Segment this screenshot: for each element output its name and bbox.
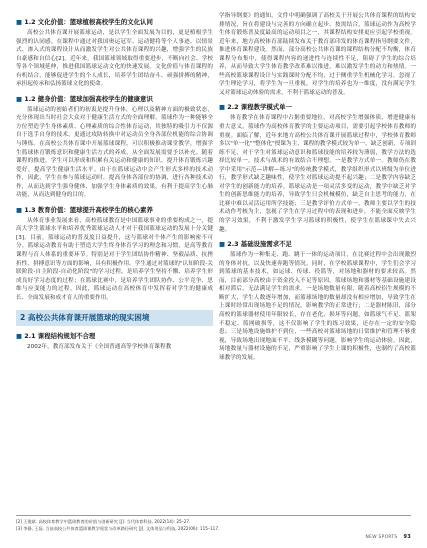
paragraph-2-2: 体育教学在体育课程中占据重要地位，对高校学生增强体质、增进健康有重大意义。篮球作为高校体育教学的主要运动项目，需要引起学校体育教师的重视。面临了解，近年来地方高校公共体育课开展篮球过程中，学校体育教师多以"单一化""整体化"授课为主，课程的教学模式较为单一，缺乏创新，专项训练不足，对于学生对篮球运动意识和篮球技能的培养较为薄弱，教学方法的选择比较单一，技术与战术的有效结合不理想。一是教学方式单一。教师仍在教学中采用"示范—讲解—练习"的传统教学模式，教学组织形式以班级为单位进行，教学形式缺乏趣味性，使学生对篮球运动提不起兴趣；二是教学内容缺乏对学生的创新能力的培养。篮球运动是一项灵活多变的运动，教学中缺乏对学生的创新思维能力的培养，导致学生只会机械模仿，缺乏自主思考的能力，在比赛中难以灵活运用所学技能；三是教学评价方式单一，教师主要以学生的技术动作考核为主，忽视了学生在学习过程中的表现和进步，不能全面反映学生的学习效果，不利于激发学生学习篮球的积极性，使学生在篮球课中失去兴趣。 <box>219 115 416 233</box>
paragraph-1-4: 从体育事业发展来看，高校篮球教育是中国篮球事业的重要构成之一，提高大学生篮球水平和培养优秀篮球运动人才对于我国篮球运动的发展十分关键[3]。目前，篮球运动的普及度日益提升，这与篮球对个体产生的影响密不可分。篮球运动教育有助于塑造大学生终身体育学习的理念和习惯，是高等教育课程与育人体系的重要环节。特别是对于学生团结协作精神、坚毅品质、抗挫折性、拼搏意识等方面的影响，具有积极作用。学生通过对篮球的"认知阶段-关联阶段-自主阶段-自动化阶段"的学习过程，是培养学生坚持不懈、培养学生形成良好学习态度的过程；在篮球比赛中，是培养学生团队协作、公平竞争、思维与应变能力的过程。因此，篮球运动在高校体育中发挥着对学生的健康成长、全面发展和成才育人的重要作用。 <box>16 217 213 301</box>
heading-1-3: ■ 1.2 健身价值：篮球加强高校学生的健康意识 <box>16 94 153 103</box>
footnotes <box>16 515 411 532</box>
heading-2-2: ■ 2.2 课程教学模式单一 <box>219 103 292 112</box>
paragraph-2-1: 2002年，教育部发布关于《全国普通高等学校体育课程教 <box>27 344 172 351</box>
paragraph-1-2: 高校公共体育课开展篮球运动，是以学生全面发展为目的，更是植根学生强烈的认同感。在课程中通过对我国奥运冠军、运动健将等个人事迹，以情景式、渗入式的课程设计从而激发学生对公共体育课程的兴趣，增强学生的民族自豪感和自信心[2]。近年来，我国篮球领域取得重要进步，不断向社会、学校等各个领域延伸，推进我国篮球运动文化的快速发展。文化价值与体育课程的有机结合，能够促进学生的个人成长，培养学生团结奋斗、顽强拼搏的精神，承担起传承和弘扬篮球文化的使命。 <box>16 30 213 88</box>
footnote-2: [2] 王俊斌. 高校体育教学中篮球教育的价值与创新研究 [J]. 当代体育科技, 2022(14): 25–27. <box>16 519 191 524</box>
paragraph-2-3: 篮球作为一种集走、跑、跳于一体的运动项目，在比赛过程中会出现激烈的身体对抗，以及快速奔跑等情况。同时，在学校篮球课程中，学生们会学习到篮球的基本技术，如运球、传球、投篮等，对场地和器材的要求较高。然而，目前部分高校由于资金投入不足等原因，篮球场地和器材等基础设施建设相对滞后，无法满足学生的需求。一是场地数量有限，随着高校招生规模的不断扩大，学生人数逐年增加，而篮球场地的数量却没有相应增加，导致学生在上课时经常出现场地不足的情况，影响教学的正常进行；二是器材陈旧，部分高校的篮球器材使用年限较长，存在老化、损坏等问题，如篮球气不足、篮架不稳定、篮网破损等，这不仅影响了学生的练习效果，还存在一定的安全隐患；三是场地设施维护不到位，一些高校对篮球场地的日常维护和管理不够重视，导致场地出现地面不平、线条模糊等问题，影响学生的运动体验。因此，场地数量与器材设施的不足，严重影响了学生上课的积极性，也制约了高校篮球教学的发展。 <box>219 252 416 361</box>
heading-1-2: ■ 1.2 文化价值：篮球植根高校学生的文化认同 <box>16 18 153 26</box>
left-column <box>16 12 213 352</box>
page-number: 93 <box>403 534 411 540</box>
paragraph-1-3: 篮球运动的创始者们的初衷是提升身体，心理以及精神方面的极致状态，充分体现出当时社会大众对于健康生活方式的全面理解。篮球作为一种能够全方位塑造学生身体素质、心理素质的综合性体育运动，其独特的吸引力不仅源自于选手自身的技术，更通过攻防转换中对运动员全身各部位机能的综合协调与锤炼。在高校公共体育课中开展篮球课程，可以积极推动课堂教学，增强学生篮球体育锻炼意识和健康生活方式的养成，从全面发展需要予以补充。随着课程的推进，学生可以形成和积累有关运动和健康的知识，提升体育锻炼兴趣爱好，提高学生健康生活水平。由于在篮球运动中会产生形式多样的技术动作，因此，学生在参与篮球运动时，提高身体各部位的协调，进行各种技术动作，从而达到学生强身健体、加强学生身体素质的效果，有利于提高学生心肺功能，从而达到健身的目的。 <box>16 106 213 199</box>
right-column <box>219 12 416 362</box>
section-2-heading: 2 高校公共体育课开展篮球的现实困境 <box>16 310 213 326</box>
paragraph-2-1-continued: 学指导纲要》的通知，文件中明确强调了高校关于开展公共体育课程的结构安排情况，旨在将建设与完善的方向确立起步、按需结合，篮球运动作为高校学生体育锻炼普及度最高的运动项目之一，其课程结构安排更应引起学校重视。近年来，地方高校体育部陆续发布关于教育部印发的体育课程指导纲要文件，推进体育课程建设。然而，部分高校公共体育课的课程结构分配不均衡，体育课程分布集中，使得课程内容的递进性与连续性不足，阻碍了学生的综合培养，从而导致大学生体育教学改革难以推进，难以激发学生的动力和热情。一些高校篮球课程设计与实践课时分配不均，过于侧重学生机械化学习，忽视了学生理论学习，将学生为一旦重视，对学生的培养也为一维度，没有满足学生又对篮球运动体验的需求，不利于篮球运动的普及。 <box>219 13 416 96</box>
magazine-name: NEW SPORTS <box>365 535 398 540</box>
page-footer <box>366 534 411 540</box>
heading-2-3: ■ 2.3 基础设施需求不足 <box>219 240 292 249</box>
heading-2-1: ■ 2.1 课程结构规划不合理 <box>16 332 96 341</box>
footnote-3: [3] 李静, 王磊. 当前高校公共体育篮球课教学现状与改革路径研究 [J]. 文体用品与科技, 2022(06): 115–117. <box>16 525 220 531</box>
heading-1-4: ■ 1.3 教育价值：篮球提升高校学生的核心素养 <box>16 205 153 214</box>
